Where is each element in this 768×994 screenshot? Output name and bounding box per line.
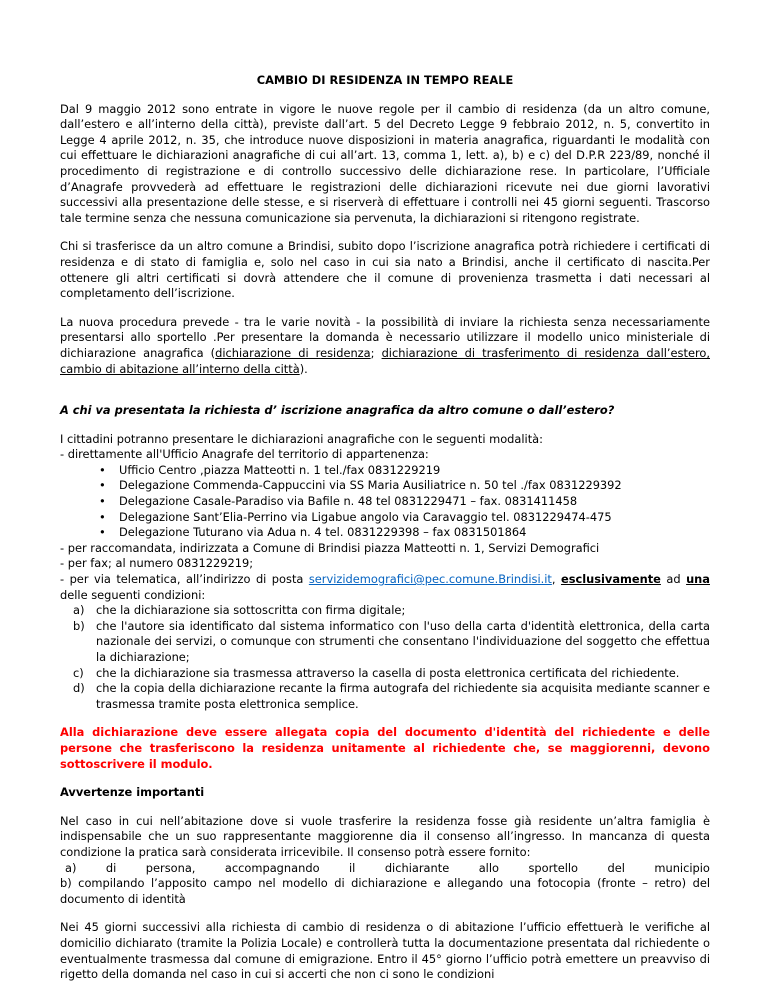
office-text: Delegazione Tuturano via Adua n. 4 tel. 0831229398 – fax 0831501864 (119, 525, 527, 540)
condition-item (60, 603, 710, 619)
option-a-word: il (349, 860, 356, 875)
condition-text: che la copia della dichiarazione recante la firma autografa del richiedente sia acquisita mediante scanner e trasmessa tramite posta elettronica semplice. (96, 681, 710, 711)
option-a-word: di (105, 860, 117, 875)
office-text: Delegazione Casale-Paradiso via Bafile n. 48 tel 0831229471 – fax. 0831411458 (119, 494, 578, 509)
paragraph-intro: Dal 9 maggio 2012 sono entrate in vigore le nuove regole per il cambio di residenza (da un altro comune, dall’estero e all’interno della città), previste dall’art. 5 del Decreto Legge 9 febbraio 2012, n. 5, convertito in Legge 4 aprile 2012, n. 35, che introduce nuove disposizioni in materia anagrafica, riguardanti le modalità con cui effettuare le dichiarazioni anagrafiche di cui all’art. 13, comma 1, lett. a), b) e c) del D.P.R 223/89, nonché il procedimento di registrazione e di controllo successivo delle dichiarazione rese. In particolare, l’Ufficiale d’Anagrafe provvederà ad effettuare le registrazioni delle dichiarazioni ricevute nei due giorni lavorativi successivi alla presentazione delle stesse, e si riserverà di effettuare i controlli nei 45 giorni seguenti. Trascorso tale termine senza che nessuna comunicazione sia pervenuta, la dichiarazioni si ritengono registrate. (60, 101, 710, 225)
option-a-word: accompagnando (224, 860, 320, 875)
condition-text: che la dichiarazione sia sottoscritta con firma digitale; (96, 603, 406, 618)
condition-item (60, 619, 710, 666)
warning-notice: Alla dichiarazione deve essere allegata copia del documento d'identità del richiedente e delle persone che trasferiscono la residenza unitamente al richiedente che, se maggiorenni, devono sottoscrivere il modulo. (60, 725, 710, 771)
pec-comma: , (551, 572, 561, 587)
office-item (60, 525, 710, 541)
consent-option-a (60, 861, 710, 877)
pec-una: una (686, 572, 710, 587)
link-trasferimento-estero[interactable]: dichiarazione di trasferimento di residenza dall’estero, cambio di abitazione all’interno della città (60, 345, 710, 376)
office-text: Delegazione Commenda-Cappuccini via SS Maria Ausiliatrice n. 50 tel ./fax 0831229392 (119, 478, 622, 493)
condition-text: che la dichiarazione sia trasmessa attraverso la casella di posta elettronica certificata del richiedente. (96, 665, 680, 680)
option-a-word: allo (478, 860, 499, 875)
option-a-word: dichiarante (384, 860, 450, 875)
condition-label: c) (73, 665, 84, 680)
conditions-list (60, 603, 710, 712)
paragraph-certificates: Chi si trasferisce da un altro comune a Brindisi, subito dopo l’iscrizione anagrafica potrà richiedere i certificati di residenza e di stato di famiglia e, solo nel caso in cui sia nato a Brindisi, anche il certificato di nascita.Per ottenere gli altri certificati si dovrà attendere che il comune di provenienza trasmetta i dati necessari al completamento dell’iscrizione. (60, 239, 710, 301)
office-list (60, 463, 710, 541)
office-text: Ufficio Centro ,piazza Matteotti n. 1 tel./fax 0831229219 (119, 462, 441, 477)
pec-rest: delle seguenti condizioni: (60, 587, 206, 602)
bullet-icon: • (99, 525, 106, 540)
pec-pre: - per via telematica, all’indirizzo di posta (60, 572, 309, 587)
option-a-word: sportello (528, 860, 579, 875)
office-item (60, 478, 710, 494)
bullet-icon: • (99, 462, 106, 477)
option-a-word: municipio (654, 860, 710, 875)
link-dichiarazione-residenza[interactable]: dichiarazione di residenza (215, 345, 371, 360)
section-heading-warnings: Avvertenze importanti (60, 785, 205, 800)
section-question: A chi va presentata la richiesta d’ iscrizione anagrafica da altro comune o dall’estero? (60, 403, 615, 418)
condition-item (60, 681, 710, 712)
office-text: Delegazione Sant’Elia-Perrino via Ligabue angolo via Caravaggio tel. 0831229474-475 (119, 509, 612, 524)
option-a-word: persona, (145, 860, 196, 875)
procedure-end: ). (299, 361, 308, 376)
pec-ad: ad (660, 572, 681, 587)
option-a-word: a) (65, 860, 77, 875)
document-page (60, 60, 710, 983)
bullet-icon: • (99, 478, 106, 493)
condition-label: a) (73, 603, 85, 618)
condition-text: che l'autore sia identificato dal sistema informatico con l'uso della carta d'identità elettronica, della carta nazionale dei servizi, o comunque con strumenti che consentano l'individuazione del soggetto che effettua la dichiarazione; (96, 618, 710, 664)
office-item (60, 494, 710, 510)
office-item (60, 463, 710, 479)
paragraph-verification: Nei 45 giorni successivi alla richiesta di cambio di residenza o di abitazione l’ufficio effettuerà le verifiche al domicilio dichiarato (tramite la Polizia Locale) e controllerà tutta la documentazione presentata dal richiedente o eventualmente trasmessa dal comune di emigrazione. Entro il 45° giorno l’ufficio potrà emettere un preavviso di rigetto della domanda nel caso in cui si accerti che non ci sono le condizioni (60, 920, 710, 982)
document-title: CAMBIO DI RESIDENZA IN TEMPO REALE (256, 73, 514, 87)
condition-item (60, 666, 710, 682)
mode-fax: - per fax; al numero 0831229219; (60, 556, 254, 571)
procedure-separator: ; (370, 345, 382, 360)
bullet-icon: • (99, 494, 106, 509)
mode-pec (60, 572, 710, 603)
paragraph-consent: Nel caso in cui nell’abitazione dove si vuole trasferire la residenza fosse già residente un’altra famiglia è indispensabile che un suo rappresentante maggiorenne dia il consenso all’ingresso. In mancanza di questa condizione la pratica sarà considerata irricevibile. Il consenso potrà essere fornito: (60, 813, 710, 859)
office-item (60, 510, 710, 526)
mode-direct: - direttamente all'Ufficio Anagrafe del territorio di appartenenza: (60, 447, 429, 462)
procedure-text: La nuova procedura prevede - tra le varie novità - la possibilità di inviare la richiesta senza necessariamente presentarsi allo sportello .Per presentare la domanda è necessario utilizzare il modello unico ministeriale di dichiarazione anagrafica ( (60, 314, 710, 360)
consent-option-b: b) compilando l’apposito campo nel modello di dichiarazione e allegando una fotocopia (fronte – retro) del documento di identità (60, 876, 710, 906)
condition-label: b) (73, 618, 85, 633)
pec-email-link[interactable]: servizidemografici@pec.comune.Brindisi.it (308, 572, 552, 587)
pec-exclusively: esclusivamente (560, 572, 661, 587)
option-a-word: del (607, 860, 625, 875)
paragraph-procedure (60, 315, 710, 377)
condition-label: d) (73, 681, 85, 696)
bullet-icon: • (99, 509, 106, 524)
modes-intro: I cittadini potranno presentare le dichiarazioni anagrafiche con le seguenti modalità: (60, 431, 543, 446)
mode-post: - per raccomandata, indirizzata a Comune di Brindisi piazza Matteotti n. 1, Servizi Demografici (60, 540, 600, 555)
